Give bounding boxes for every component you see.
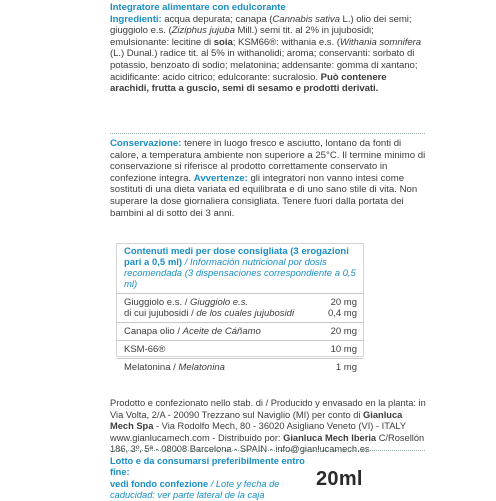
row-value: 0,4 mg [327, 308, 357, 319]
ingredients-part: Mill.) semi tit. al 2% in jujubosidi; emulsionante: lecitine di [110, 25, 374, 48]
storage-section [110, 138, 428, 219]
storage-text: tenere in luogo fresco e asciutto, lontano da fonti di calore, a temperatura ambiente non superiore a 25°C. Il termine minimo di conservazione si riferisce al prodotto correttamente conservato in confezione integra. [110, 138, 426, 184]
table-row [117, 293, 363, 322]
row-name-it: KSM-66® [124, 344, 166, 355]
nutrition-header [117, 244, 363, 293]
row-name-es: de los cuales jujubosidi [196, 308, 295, 319]
row-value: 20 mg [330, 297, 357, 308]
row-name-it: Giuggiolo e.s. [124, 297, 183, 308]
row-value: 20 mg [330, 326, 357, 337]
cannabis-name: Cannabis sativa [272, 13, 340, 25]
volume-label: 20ml [316, 468, 363, 490]
table-row [117, 340, 363, 358]
nutrition-header-es: / Información nutricional por dosis recomendada (3 dispensaciones correspondiente a 0,5 ml) [124, 257, 356, 290]
divider [110, 450, 425, 451]
lot-text-es: / Lote y fecha de caducidad: ver parte lateral de la caja [110, 478, 280, 500]
table-row: Canapa olio / Aceite de Cáñamo 20 mg [117, 322, 363, 340]
storage-label: Conservazione: [110, 138, 182, 149]
lot-label: Lotto e da consumarsi preferibilmente entro fine: [110, 456, 305, 478]
ingredients-part: L.) olio dei semi; giuggiolo e.s. ( [110, 13, 412, 37]
ingredients-label: Ingredienti: [110, 13, 162, 25]
ingredients-part: acqua depurata; canapa ( [161, 13, 273, 25]
row-name-es: Giuggiolo e.s. [190, 297, 249, 308]
nutrition-table [116, 243, 364, 373]
producer-section [110, 398, 428, 456]
warnings-text: gli integratori non vanno intesi come sostituti di una dieta variata ed equilibrata e di uno sano stile di vita. Non superare la dose giornaliera consigliata. Tenere fuori dalla portata dei bambini al di sotto dei 3 anni. [110, 172, 418, 219]
producer-text: - Via Rodolfo Mech, 80 - 36020 Asigliano Veneto (VI) - ITALY www.gianlucamech.com - Distribuido por: [110, 421, 406, 443]
row-name-it: Canapa olio [124, 326, 175, 337]
distributor-company: Gianluca Mech Iberia [283, 432, 377, 443]
row-name-it: di cui jujubosidi [124, 308, 189, 319]
ingredients-text [110, 14, 428, 95]
withania-name: Withania somnifera [339, 36, 422, 48]
allergen-warning: Può contenere arachidi, frutta a guscio, semi di sesamo e prodotti derivati. [110, 71, 387, 95]
lot-section [110, 456, 310, 501]
row-name-es: Melatonina [178, 362, 225, 373]
ingredients-part: ; KSM66®: withania e.s. ( [232, 36, 340, 48]
producer-text: Prodotto e confezionato nello stab. di / Producido y envasado en la planta: in Via Volta, 2/A - 20090 Trezzano sul Naviglio (MI) per conto di [110, 398, 426, 420]
nutrition-header-it: Contenuti medi per dose consigliata (3 erogazioni pari a 0,5 ml) [124, 246, 349, 268]
ingredients-section [110, 2, 428, 95]
ingredients-part: (L.) Dunal.) radice tit. al 5% in withanolidi; aroma; conservanti: sorbato di potassio, benzoato di sodio; melatonina; addensante: gomma di xantano; acidificante: acido citrico; edulcorante: sucralosio. [110, 48, 418, 83]
product-title: Integratore alimentare con edulcorante [110, 2, 286, 13]
row-name-es: Aceite de Cáñamo [182, 326, 261, 337]
table-row: Melatonina / Melatonina 1 mg [117, 358, 363, 376]
ziziphus-name: Ziziphus jujuba [171, 25, 235, 37]
soia-allergen: soia [213, 36, 233, 48]
producer-text: C/Rosellón 186, 3º, 5ª - 08008 Barcelona - SPAIN - info@gianlucamech.es [110, 432, 425, 454]
divider [110, 133, 425, 134]
row-names: Giuggiolo e.s. / Giuggiolo e.s. di cui jujubosidi / de los cuales jujubosidi [124, 297, 295, 319]
row-name-it: Melatonina [124, 362, 171, 373]
row-values [315, 297, 357, 319]
warnings-label: Avvertenze: [193, 172, 248, 184]
producer-company: Gianluca Mech Spa [110, 409, 403, 431]
row-value: 1 mg [335, 362, 357, 373]
row-value: 10 mg [330, 344, 357, 355]
lot-text: vedi fondo confezione [110, 478, 209, 489]
